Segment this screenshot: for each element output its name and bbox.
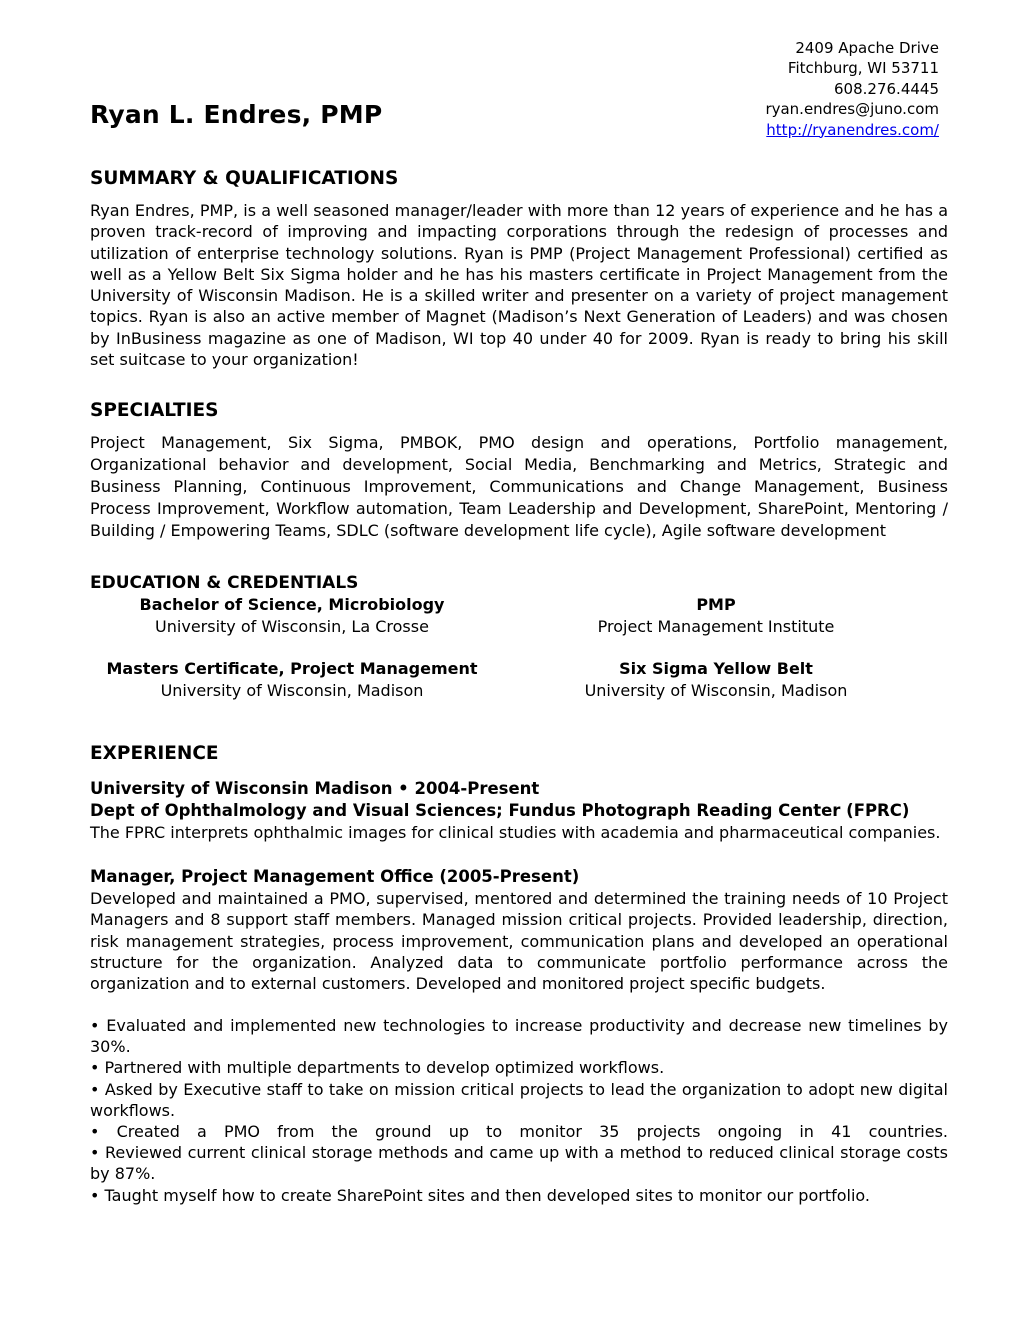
employer-line: University of Wisconsin Madison • 2004-Present [90,779,540,798]
achievement-item: • Partnered with multiple departments to develop optimized workflows. [90,1058,665,1078]
role-title: Manager, Project Management Office (2005-Present) [90,867,580,886]
summary-text: Ryan Endres, PMP, is a well seasoned manager/leader with more than 12 years of experience and he has a proven track-record of improving and impacting corporations through the redesign of processes and utilization of enterprise technology solutions. Ryan is PMP (Project Management Professional) certified as well as a Yellow Belt Six Sigma holder and he has his masters certificate in Project Management from the University of Wisconsin Madison. He is a skilled writer and presenter on a variety of project management topics. Ryan is also an active member of Magnet (Madison’s Next Generation of Leaders) and was chosen by InBusiness magazine as one of Madison, WI top 40 under 40 for 2009. Ryan is ready to bring his skill set suitcase to your organization! [90,201,948,370]
achievement-item: • Reviewed current clinical storage methods and came up with a method to reduced clinical storage costs by 87%. [90,1143,948,1184]
achievement-item: • Evaluated and implemented new technologies to increase productivity and decrease new timelines by 30%. [90,1016,948,1057]
candidate-name: Ryan L. Endres, PMP [90,100,383,129]
achievement-list [90,1015,948,1206]
degree-title: Bachelor of Science, Microbiology [139,595,445,614]
degree-title: Six Sigma Yellow Belt [619,659,813,678]
contact-block [765,38,939,140]
summary-heading: SUMMARY & QUALIFICATIONS [90,168,399,189]
achievement-item: • Created a PMO from the ground up to monitor 35 projects ongoing in 41 countries. [90,1122,948,1142]
achievement-item: • Taught myself how to create SharePoint sites and then developed sites to monitor our portfolio. [90,1185,870,1205]
achievement-item: • Asked by Executive staff to take on mission critical projects to lead the organization to adopt new digital workflows. [90,1079,948,1120]
department-line: Dept of Ophthalmology and Visual Sciences; Fundus Photograph Reading Center (FPRC) [90,801,910,820]
specialties-text: Project Management, Six Sigma, PMBOK, PMO design and operations, Portfolio management, Organizational behavior and development, Social Media, Benchmarking and Metrics, Strategic and Business Planning, Continuous Improvement, Communications and Change Management, Business Process Improvement, Workflow automation, Team Leadership and Development, SharePoint, Mentoring / Building / Empowering Teams, SDLC (software development life cycle), Agile software development [90,433,948,540]
role-summary: Developed and maintained a PMO, supervised, mentored and determined the training needs of 10 Project Managers and 8 support staff members. Managed mission critical projects. Provided leadership, direction, risk management strategies, process improvement, communication plans and developed an operational structure for the organization. Analyzed data to communicate portfolio performance across the organization and to external customers. Developed and monitored project specific budgets. [90,889,948,994]
experience-heading: EXPERIENCE [90,743,219,764]
education-item [530,658,902,702]
degree-school: University of Wisconsin, La Crosse [155,617,429,636]
contact-city: Fitchburg, WI 53711 [787,59,939,78]
degree-school: University of Wisconsin, Madison [584,681,848,700]
education-item [530,594,902,638]
contact-email: ryan.endres@juno.com [765,100,939,119]
contact-phone: 608.276.4445 [834,79,939,98]
education-item [88,658,496,702]
degree-title: PMP [696,595,736,614]
website-link[interactable]: http://ryanendres.com/ [766,120,939,139]
degree-title: Masters Certificate, Project Management [106,659,478,678]
education-heading: EDUCATION & CREDENTIALS [90,573,359,593]
specialties-heading: SPECIALTIES [90,400,219,421]
degree-school: University of Wisconsin, Madison [160,681,424,700]
contact-street: 2409 Apache Drive [795,39,939,57]
department-description: The FPRC interprets ophthalmic images for clinical studies with academia and pharmaceutical companies. [90,823,941,842]
degree-school: Project Management Institute [597,617,835,636]
education-item [108,594,476,638]
